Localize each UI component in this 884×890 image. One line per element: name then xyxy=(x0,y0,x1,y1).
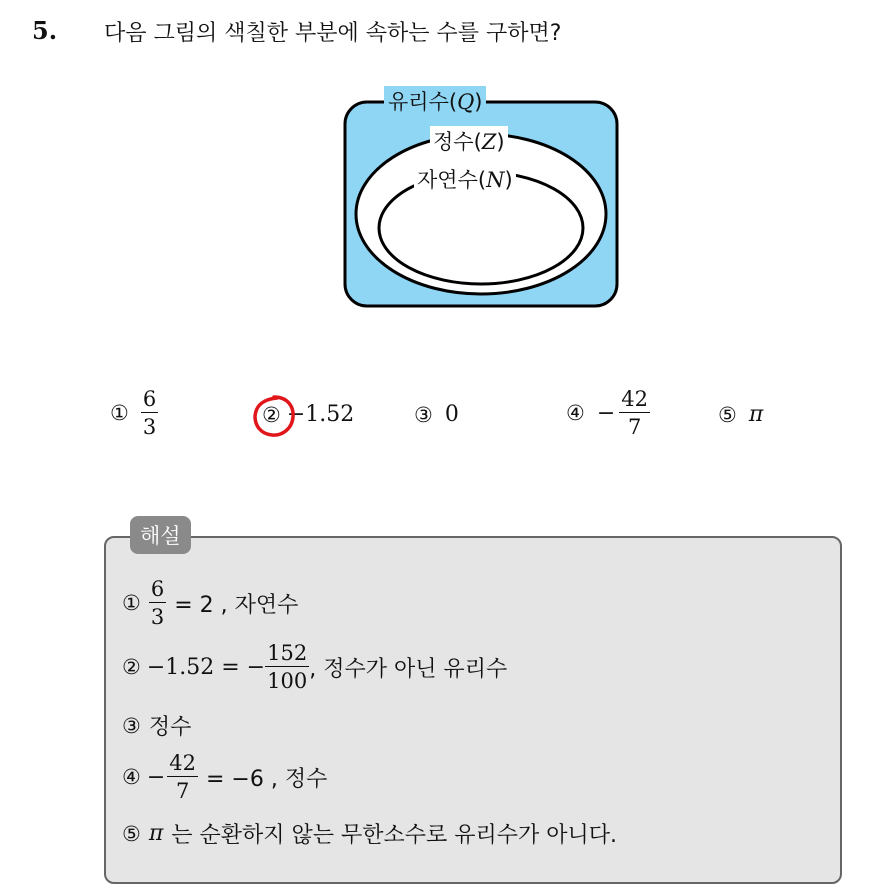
question-text: 다음 그림의 색칠한 부분에 속하는 수를 구하면? xyxy=(104,21,562,46)
line-text: 는 순환하지 않는 무한소수로 유리수가 아니다. xyxy=(171,823,618,848)
line-left: −1.52 = − xyxy=(146,654,266,680)
line-text: = −6 , 정수 xyxy=(206,766,328,792)
choice-value: −1.52 xyxy=(286,402,355,427)
choice-sign: − xyxy=(596,400,616,426)
solution-tag: 해설 xyxy=(130,516,191,554)
choice-5[interactable] xyxy=(718,402,763,427)
choice-value: 0 xyxy=(444,402,459,427)
venn-diagram xyxy=(340,84,622,312)
fraction: $\frac{152}{100}$ xyxy=(267,641,308,694)
line-text: , 정수가 아닌 유리수 xyxy=(309,656,508,682)
choice-marker: ③ xyxy=(414,402,433,427)
choice-marker: ① xyxy=(110,401,129,426)
line-text: = 2 , 자연수 xyxy=(174,592,299,618)
fraction: $\frac{42}{7}$ xyxy=(621,387,648,440)
choice-marker: ② xyxy=(262,402,281,427)
fraction: $\frac{6}{3}$ xyxy=(150,577,165,630)
fraction: $\frac{42}{7}$ xyxy=(169,751,196,804)
choice-1[interactable] xyxy=(110,388,158,438)
line-left: − xyxy=(146,764,166,790)
integer-label: 정수(Z) xyxy=(430,126,508,156)
line-marker: ③ xyxy=(122,713,141,738)
line-text: 정수 xyxy=(148,715,192,740)
choice-value: π xyxy=(748,402,764,427)
line-marker: ② xyxy=(122,655,141,680)
line-marker: ④ xyxy=(122,765,141,790)
solution-line-1 xyxy=(122,578,298,628)
solution-line-3 xyxy=(122,710,191,741)
choice-3[interactable] xyxy=(414,402,459,427)
solution-line-2 xyxy=(122,642,507,692)
solution-line-4 xyxy=(122,752,327,802)
natural-label: 자연수(N) xyxy=(414,164,516,194)
line-marker: ⑤ xyxy=(122,821,141,846)
line-marker: ① xyxy=(122,591,141,616)
question-number: 5. xyxy=(32,16,58,45)
pi-symbol: π xyxy=(148,821,164,846)
solution-line-5 xyxy=(122,818,617,849)
choice-marker: ④ xyxy=(566,401,585,426)
rational-label: 유리수(Q) xyxy=(384,86,486,116)
choice-4[interactable] xyxy=(566,388,650,438)
selected-answer-circle xyxy=(250,392,298,440)
choice-marker: ⑤ xyxy=(718,402,737,427)
fraction: $\frac{6}{3}$ xyxy=(142,387,157,440)
